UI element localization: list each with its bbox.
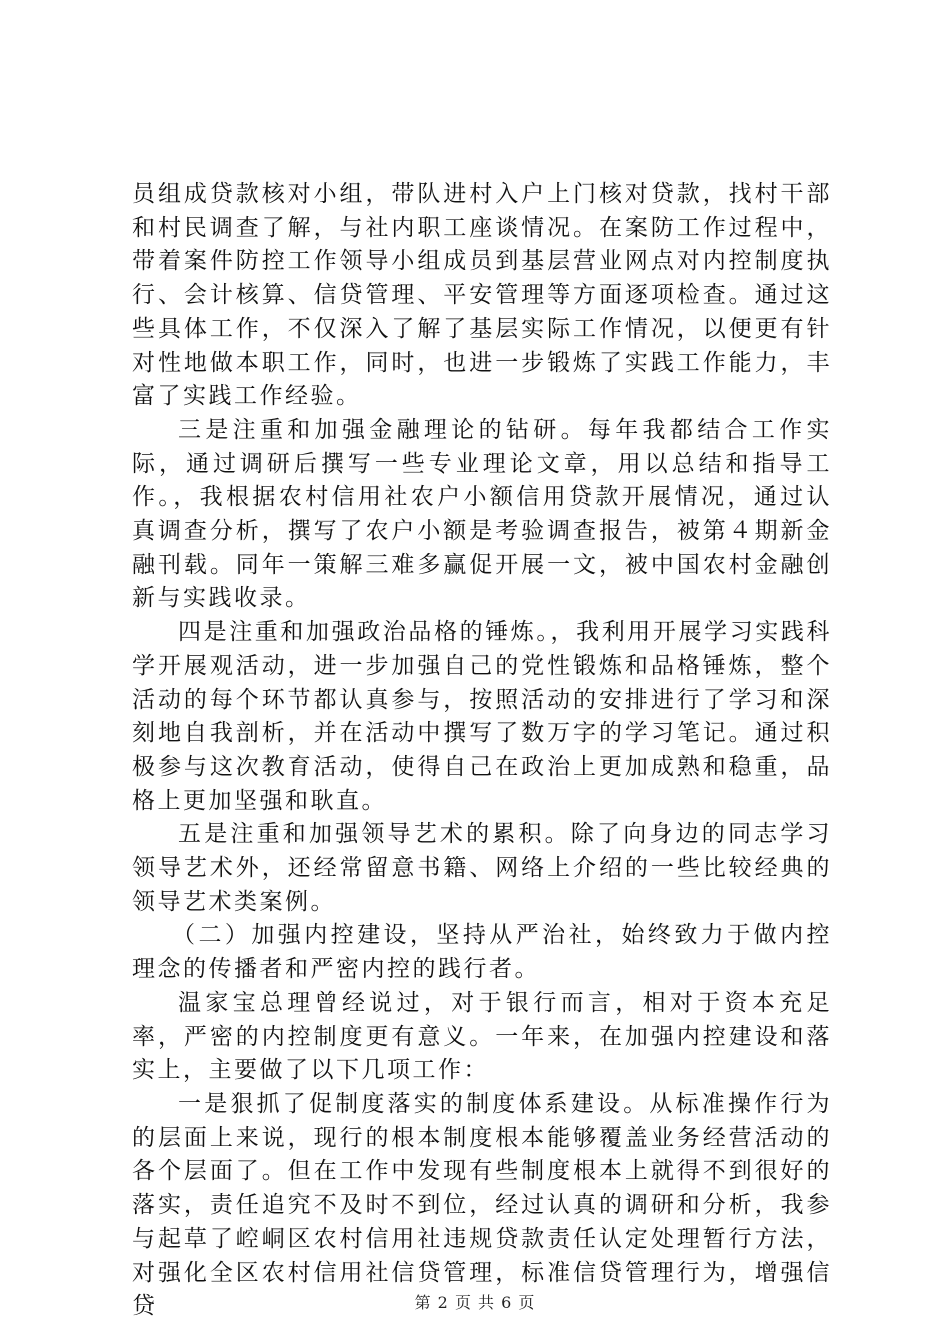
paragraph-system-building: 一是狠抓了促制度落实的制度体系建设。从标准操作行为的层面上来说，现行的根本制度根本能够覆盖业务经营活动的各个层面了。但在工作中发现有些制度根本上就得不到很好的落实，责任追究不及时不到位，经过认真的调研和分析，我参与起草了崆峒区农村信用社违规贷款责任认定处理暂行方法，对强化全区农村信用社信贷管理，标准信贷管理行为，增强信贷 <box>132 1090 832 1320</box>
paragraph-quote: 温家宝总理曾经说过，对于银行而言，相对于资本充足率，严密的内控制度更有意义。一年来，在加强内控建设和落实上，主要做了以下几项工作： <box>132 989 832 1084</box>
paragraph-political-character: 四是注重和加强政治品格的锤炼。，我利用开展学习实践科学开展观活动，进一步加强自己的党性锻炼和品格锤炼，整个活动的每个环节都认真参与，按照活动的安排进行了学习和深刻地自我剖析，并在活动中撰写了数万字的学习笔记。通过积极参与这次教育活动，使得自己在政治上更加成熟和稳重，品格上更加坚强和耿直。 <box>132 619 832 814</box>
section-heading-internal-control: （二）加强内控建设，坚持从严治社，始终致力于做内控理念的传播者和严密内控的践行者。 <box>132 922 832 983</box>
document-body <box>132 178 832 1324</box>
paragraph-theory-study: 三是注重和加强金融理论的钻研。每年我都结合工作实际，通过调研后撰写一些专业理论文章，用以总结和指导工作。，我根据农村信用社农户小额信用贷款开展情况，通过认真调查分析，撰写了农户小额是考验调查报告，被第４期新金融刊载。同年一策解三难多赢促开展一文，被中国农村金融创新与实践收录。 <box>132 416 832 612</box>
paragraph-leadership-art: 五是注重和加强领导艺术的累积。除了向身边的同志学习领导艺术外，还经常留意书籍、网络上介绍的一些比较经典的领导艺术类案例。 <box>132 821 832 915</box>
page-number-footer: 第 2 页 共 6 页 <box>414 1293 536 1312</box>
paragraph-continuation: 员组成贷款核对小组，带队进村入户上门核对贷款，找村干部和村民调查了解，与社内职工座谈情况。在案防工作过程中，带着案件防控工作领导小组成员到基层营业网点对内控制度执行、会计核算、信贷管理、平安管理等方面逐项检查。通过这些具体工作，不仅深入了解了基层实际工作情况，以便更有针对性地做本职工作，同时，也进一步锻炼了实践工作能力，丰富了实践工作经验。 <box>132 181 832 410</box>
